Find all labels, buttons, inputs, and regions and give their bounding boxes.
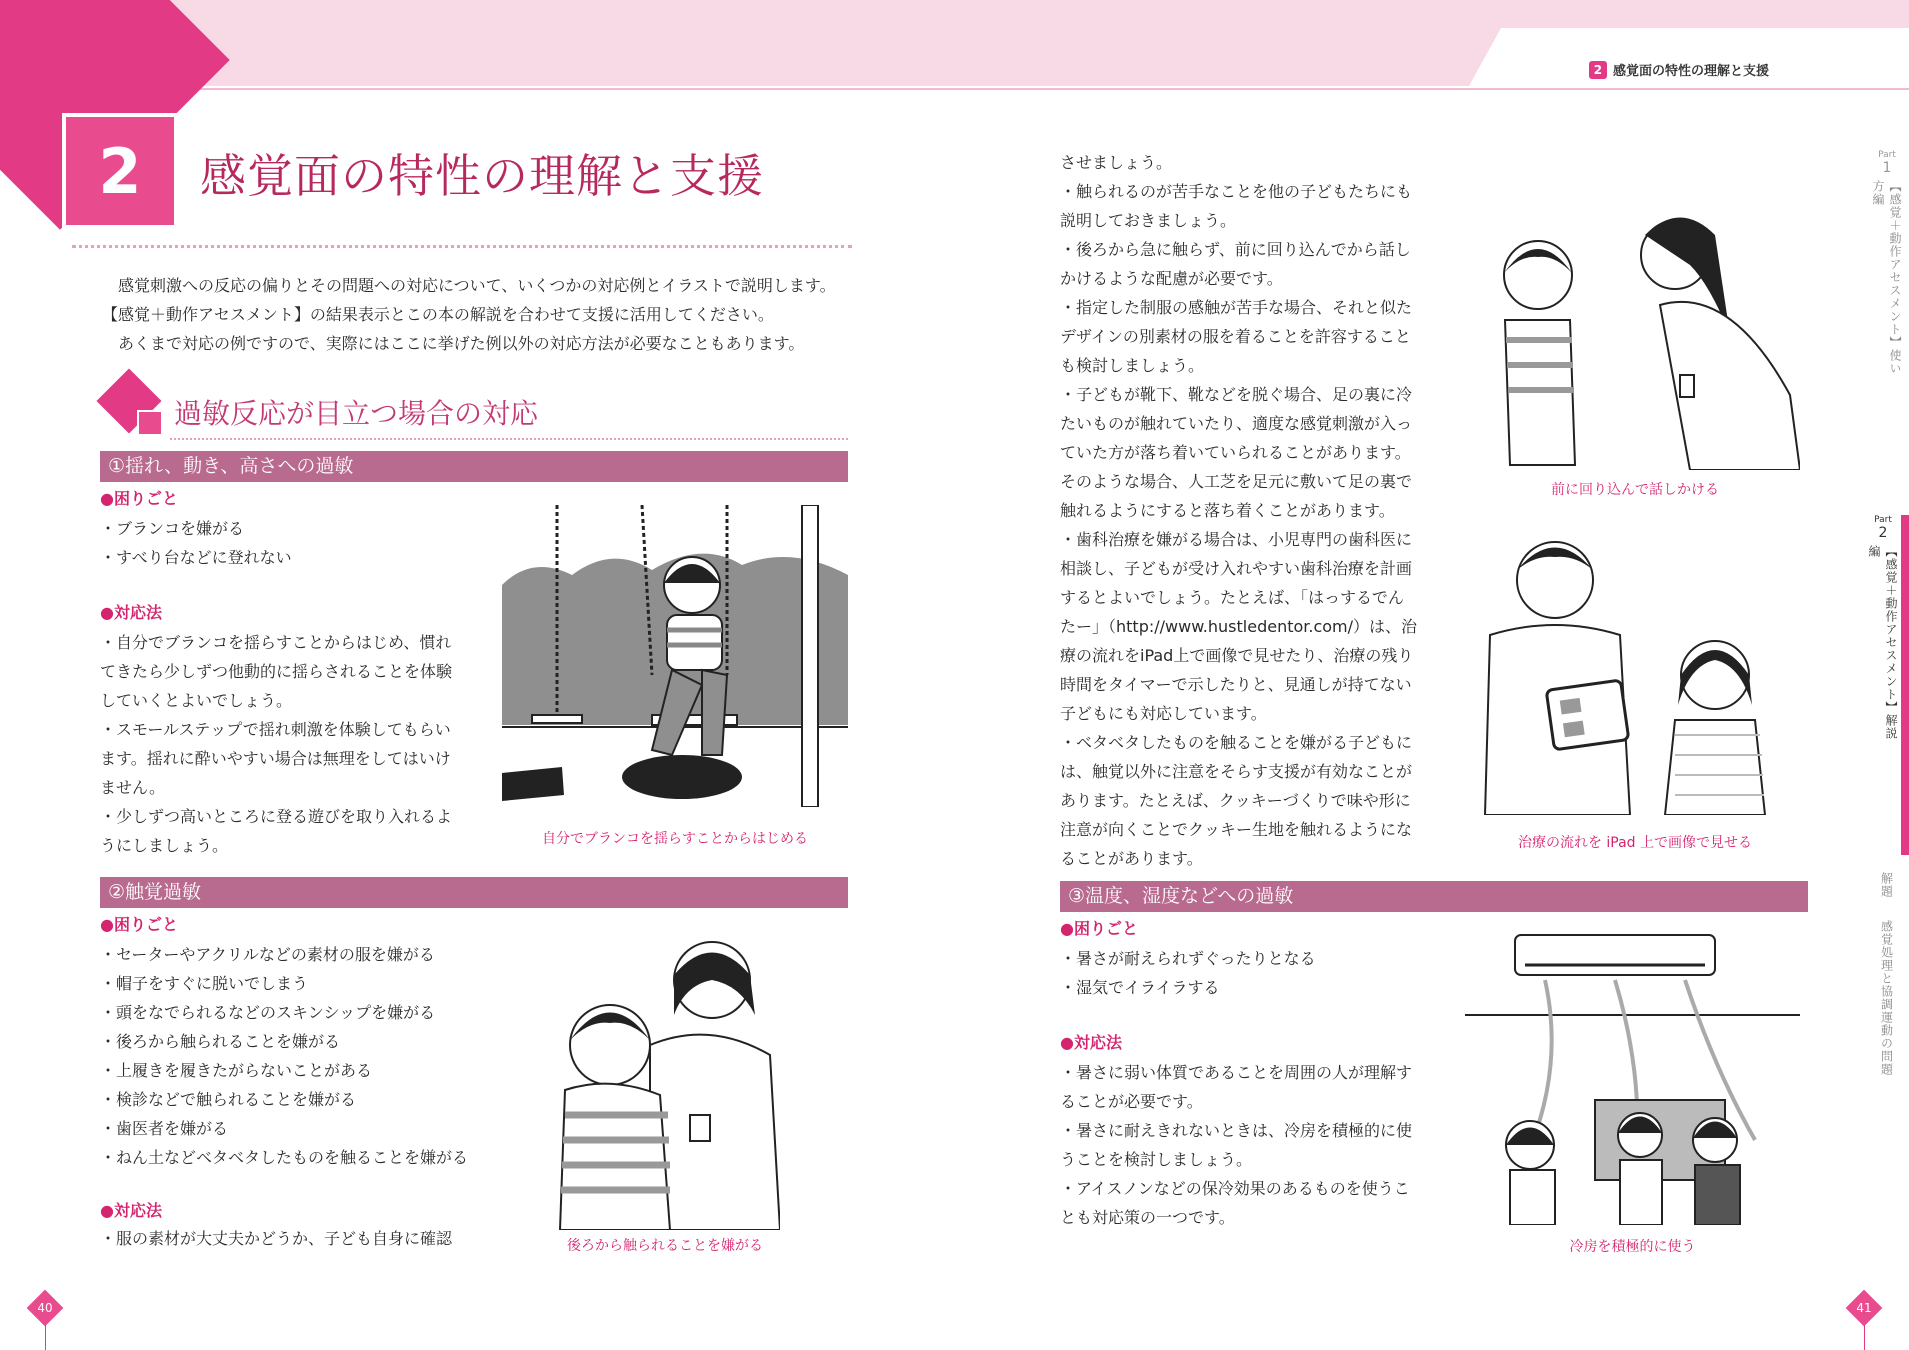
touch-illustration	[550, 925, 780, 1230]
text-line: たー」（http://www.hustledentor.com/）は、治	[1060, 617, 1418, 636]
list-item: ます。揺れに酔いやすい場合は無理をしてはいけ	[100, 749, 451, 768]
part1-label: Part	[1878, 150, 1896, 160]
sub2-response-list	[100, 1224, 452, 1253]
text-line: ることがあります。	[1060, 849, 1203, 868]
sub1-trouble-list	[100, 514, 292, 572]
intro-paragraph-1: 感覚刺激への反応の偏りとその問題への対応について、いくつかの対応例とイラストで説明します。【感覚＋動作アセスメント】の結果表示とこの本の解説を合わせて支援に活用してください。	[102, 276, 836, 324]
text-line: ていた方が落ち着いていられることがあります。	[1060, 443, 1411, 462]
text-line: ・歯科治療を嫌がる場合は、小児専門の歯科医に	[1060, 530, 1413, 549]
list-item: ることが必要です。	[1060, 1092, 1203, 1111]
caption-mid: 治療の流れを iPad 上で画像で見せる	[1517, 835, 1753, 851]
text-line: させましょう。	[1060, 153, 1173, 172]
swing-illustration	[502, 505, 848, 807]
sub3-trouble-label: ●困りごと	[1060, 919, 1138, 938]
header-divider	[150, 88, 1909, 90]
sub3-caption: 冷房を積極的に使う	[1569, 1239, 1696, 1255]
sub1-response-label: ●対応法	[100, 603, 162, 622]
text-line: 時間をタイマーで示したりと、見通しが持てない	[1060, 675, 1412, 694]
list-item: ・後ろから触られることを嫌がる	[100, 1032, 341, 1051]
text-line: あります。たとえば、クッキーづくりで味や形に	[1060, 791, 1411, 810]
list-item: ・少しずつ高いところに登る遊びを取り入れるよ	[100, 807, 453, 826]
part2-label: Part	[1874, 515, 1892, 525]
sub2-trouble-label: ●困りごと	[100, 915, 178, 934]
list-item: ・上履きを履きたがらないことがある	[100, 1061, 373, 1080]
text-line: 触れるようにすると落ち着くことがあります。	[1060, 501, 1395, 520]
running-title: 感覚面の特性の理解と支援	[1612, 64, 1769, 79]
part1-number: 1	[1882, 160, 1892, 176]
text-line: 子どもにも対応しています。	[1060, 704, 1267, 723]
sub2-caption: 後ろから触られることを嫌がる	[567, 1238, 763, 1254]
subsection-bar-2: ②触覚過敏	[100, 877, 848, 908]
side-tab-part2[interactable]	[1865, 515, 1901, 855]
list-item: ・服の素材が大丈夫かどうか、子ども自身に確認	[100, 1229, 453, 1248]
list-item: ・帽子をすぐに脱いでしまう	[100, 974, 309, 993]
caption-top: 前に回り込んで話しかける	[1551, 482, 1719, 498]
active-tab-marker	[1901, 515, 1909, 855]
list-item: ・検診などで触られることを嫌がる	[100, 1090, 357, 1109]
list-item: ・スモールステップで揺れ刺激を体験してもらい	[100, 720, 451, 739]
list-item: ・ねん土などベタベタしたものを触ることを嫌がる	[100, 1148, 469, 1167]
intro-paragraph-2: あくまで対応の例ですので、実際にはここに挙げた例以外の対応方法が必要なこともあります。	[118, 334, 805, 353]
text-line: 注意が向くことでクッキー生地を触れるようにな	[1060, 820, 1413, 839]
list-item: てきたら少しずつ他動的に揺らされることを体験	[100, 662, 453, 681]
side-tab-kaidai[interactable]	[1865, 872, 1909, 1102]
right-column-text	[1060, 148, 1417, 873]
page-line-right	[1864, 1325, 1865, 1350]
text-line: するとよいでしょう。たとえば、「はっするでん	[1060, 588, 1404, 607]
sub3-trouble-list	[1060, 944, 1316, 1002]
section-title: 過敏反応が目立つ場合の対応	[174, 397, 539, 430]
text-line: そのような場合、人工芝を足元に敷いて足の裏で	[1060, 472, 1413, 491]
part1-text: 【感覚＋動作アセスメント】使い方編	[1871, 180, 1902, 375]
list-item: ・アイスノンなどの保冷効果のあるものを使うこ	[1060, 1179, 1410, 1198]
chapter-number: 2	[66, 117, 174, 225]
list-item: ・歯医者を嫌がる	[100, 1119, 229, 1138]
text-line: ・後ろから急に触らず、前に回り込んでから話し	[1060, 240, 1411, 259]
running-number: 2	[1589, 61, 1607, 79]
text-line: たいものが触れていたり、適度な感覚刺激が入っ	[1060, 414, 1413, 433]
sub2-trouble-list	[100, 940, 468, 1172]
sub3-response-label: ●対応法	[1060, 1033, 1122, 1052]
section-square-icon	[137, 410, 163, 436]
text-line: 説明しておきましょう。	[1060, 211, 1237, 230]
page-number-right: 41	[1846, 1290, 1883, 1327]
list-item: ・暑さに弱い体質であることを周囲の人が理解す	[1060, 1063, 1413, 1082]
section-dotted-rule	[170, 438, 848, 440]
intro-text	[102, 271, 854, 358]
subsection-bar-3: ③温度、湿度などへの過敏	[1060, 881, 1808, 912]
text-line: は、触覚以外に注意をそらす支援が有効なことが	[1060, 762, 1413, 781]
text-line: ・指定した制服の感触が苦手な場合、それと似た	[1060, 298, 1413, 317]
chapter-title: 感覚面の特性の理解と支援	[200, 149, 764, 203]
list-item: ・ブランコを嫌がる	[100, 519, 245, 538]
text-line: 相談し、子どもが受け入れやすい歯科治療を計画	[1060, 559, 1413, 578]
text-line: 療の流れをiPad上で画像で見せたり、治療の残り	[1060, 646, 1414, 665]
list-item: ・すべり台などに登れない	[100, 548, 292, 567]
side-tab-part1[interactable]	[1865, 150, 1909, 400]
page-number-left: 40	[27, 1290, 64, 1327]
list-item: ・暑さに耐えきれないときは、冷房を積極的に使	[1060, 1121, 1413, 1140]
kaidai-label: 解題	[1879, 872, 1894, 898]
list-item: していくとよいでしょう。	[100, 691, 293, 710]
list-item: ・セーターやアクリルなどの素材の服を嫌がる	[100, 945, 435, 964]
sub3-response-list	[1060, 1058, 1412, 1232]
part2-text: 【感覚＋動作アセスメント】解説編	[1867, 545, 1898, 740]
text-line: も検討しましょう。	[1060, 356, 1205, 375]
text-line: かけるような配慮が必要です。	[1060, 269, 1283, 288]
kaidai-text: 感覚処理と協調運動の問題	[1879, 920, 1894, 1076]
title-dotted-rule	[72, 245, 852, 248]
list-item: とも対応策の一つです。	[1060, 1208, 1235, 1227]
dentist-illustration	[1470, 515, 1800, 815]
list-item: うことを検討しましょう。	[1060, 1150, 1253, 1169]
sub1-response-list	[100, 628, 452, 860]
sub2-response-label: ●対応法	[100, 1201, 162, 1220]
text-line: ・子どもが靴下、靴などを脱ぐ場合、足の裏に冷	[1060, 385, 1413, 404]
list-item: うにしましょう。	[100, 836, 229, 855]
aircon-illustration	[1465, 920, 1800, 1225]
page-line-left	[45, 1325, 46, 1350]
text-line: ・触られるのが苦手なことを他の子どもたちにも	[1060, 182, 1413, 201]
sub1-caption: 自分でブランコを揺らすことからはじめる	[542, 831, 808, 847]
list-item: ません。	[100, 778, 165, 797]
talking-illustration	[1470, 195, 1800, 470]
list-item: ・自分でブランコを揺らすことからはじめ、慣れ	[100, 633, 452, 652]
list-item: ・暑さが耐えられずぐったりとなる	[1060, 949, 1316, 968]
list-item: ・湿気でイライラする	[1060, 978, 1220, 997]
part2-number: 2	[1878, 525, 1888, 541]
sub1-trouble-label: ●困りごと	[100, 489, 178, 508]
text-line: デザインの別素材の服を着ることを許容すること	[1060, 327, 1411, 346]
running-header	[1589, 60, 1769, 79]
list-item: ・頭をなでられるなどのスキンシップを嫌がる	[100, 1003, 436, 1022]
subsection-bar-1: ①揺れ、動き、高さへの過敏	[100, 451, 848, 482]
text-line: ・ベタベタしたものを触ることを嫌がる子どもに	[1060, 733, 1413, 752]
